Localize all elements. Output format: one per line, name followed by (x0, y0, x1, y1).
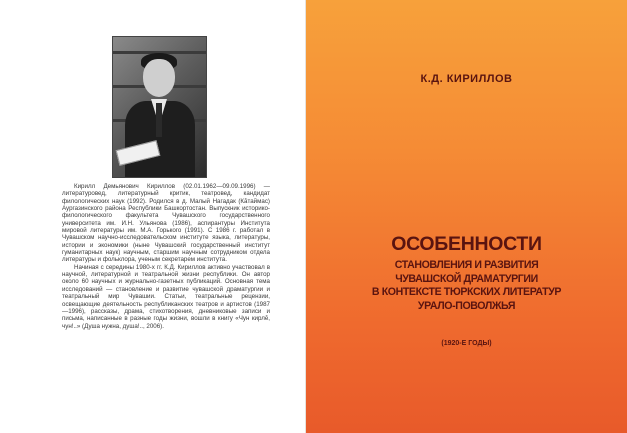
author-photo (112, 36, 207, 178)
photo-tie (156, 103, 162, 137)
subtitle-line: УРАЛО-ПОВОЛЖЬЯ (417, 299, 516, 312)
subtitle-line: ЧУВАШСКОЙ ДРАМАТУРГИИ (395, 272, 538, 285)
book-title: ОСОБЕННОСТИ (391, 233, 542, 255)
author-biography (62, 183, 270, 330)
back-cover (0, 0, 305, 433)
book-years: (1920-Е ГОДЫ) (441, 340, 492, 347)
bio-paragraph: Кирилл Демьянович Кириллов (02.01.1962—09.09.1996) — литературовед, литературный критик, театровед, кандидат филологических наук (1992). Родился в д. Малый Нагадак (Кăтаймас) Аургазинского района Республики Башкортостан. Выпускник историко-филологического факультета Чувашского государственного университета им. И.Н. Ульянова (1986), аспирантуры Института мировой литературы им. М.А. Горького (1991). С 1986 г. работал в Чувашском научно-исследовательском институте языка, литературы, истории и экономики (ныне Чувашский государственный институт гуманитарных наук) научным, старшим научным сотрудником отдела литературы и фольклора, ученым секретарем института. (62, 183, 270, 264)
book-subtitle (306, 259, 627, 313)
bio-paragraph: Начиная с середины 1980-х гг. К.Д. Кириллов активно участвовал в научной, литературной и театральной жизни республики. Он автор около 60 научных и журнально-газетных публикаций. Основная тема исследований — становление и развитие чувашской драматургии и театральный мир Чувашии. Статьи, театральные рецензии, освещающие деятельность республиканских театров и артистов (1987—1996), рассказы, драма, стихотворения, дневниковые записи и письма, написанные в разные годы жизни, вошли в книгу «Чун кирлĕ, чун!..» (Душа нужна, душа!.., 2006). (62, 263, 270, 330)
subtitle-line: СТАНОВЛЕНИЯ И РАЗВИТИЯ (394, 259, 539, 271)
author-name: К.Д. КИРИЛЛОВ (420, 73, 513, 85)
photo-face (143, 59, 175, 97)
front-cover (306, 0, 627, 433)
subtitle-line: В КОНТЕКСТЕ ТЮРКСКИХ ЛИТЕРАТУР (371, 286, 562, 299)
